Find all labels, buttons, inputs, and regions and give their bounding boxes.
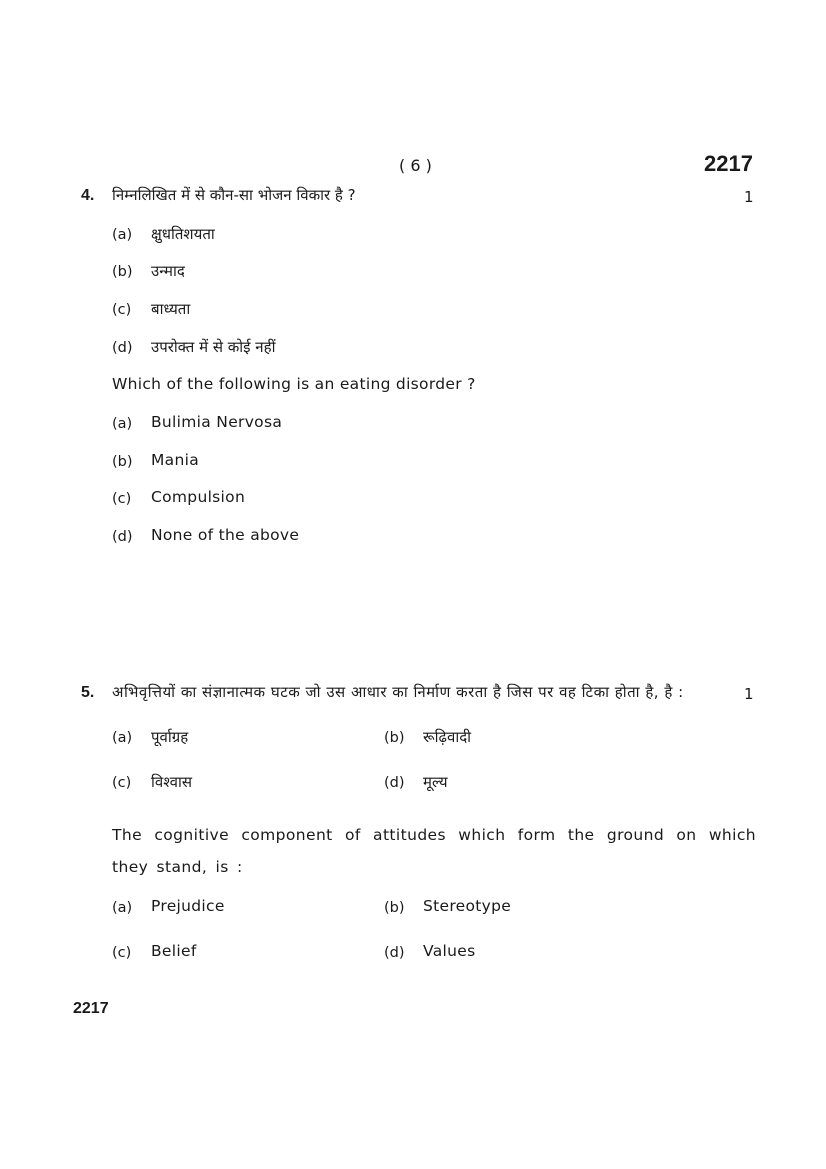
q4-hi-option-text: उन्माद	[151, 262, 185, 280]
question-5-hindi: अभिवृत्तियों का संज्ञानात्मक घटक जो उस आधार का निर्माण करता है जिस पर वह टिका होता है, है :	[112, 683, 684, 701]
q4-hi-option-label: (a)	[112, 227, 133, 243]
paper-code-footer: 2217	[73, 1000, 109, 1017]
q5-en-option-label: (d)	[384, 945, 405, 961]
q4-en-option-text: None of the above	[151, 526, 300, 544]
q4-en-option-label: (d)	[112, 529, 133, 545]
q4-hi-option-text: क्षुधतिशयता	[151, 225, 215, 243]
q5-hi-option-text: मूल्य	[423, 773, 448, 791]
q4-en-option-text: Compulsion	[151, 488, 246, 506]
q4-en-option-label: (b)	[112, 454, 133, 470]
q5-en-option-label: (a)	[112, 900, 133, 916]
q4-en-option-label: (a)	[112, 416, 133, 432]
q5-hi-option-text: रूढ़िवादी	[423, 728, 472, 746]
q5-hi-option-label: (a)	[112, 730, 133, 746]
q4-hi-option-text: बाध्यता	[151, 300, 191, 318]
q4-en-option-text: Mania	[151, 451, 199, 469]
q5-hi-option-label: (d)	[384, 775, 405, 791]
q4-hi-option-label: (c)	[112, 302, 132, 318]
q5-hi-option-text: विश्वास	[151, 773, 192, 791]
q5-en-option-label: (c)	[112, 945, 132, 961]
question-5-english: The cognitive component of attitudes which form the ground on which they stand, is :	[112, 826, 756, 876]
paper-code-header: 2217	[704, 151, 753, 176]
q5-en-option-text: Values	[423, 942, 476, 960]
question-4-marks: 1	[744, 188, 754, 206]
question-4-english: Which of the following is an eating disorder ?	[112, 375, 476, 393]
q5-en-option-label: (b)	[384, 900, 405, 916]
q5-hi-option-label: (b)	[384, 730, 405, 746]
q4-hi-option-label: (d)	[112, 340, 133, 356]
q4-hi-option-label: (b)	[112, 264, 133, 280]
q5-hi-option-label: (c)	[112, 775, 132, 791]
question-5-marks: 1	[744, 685, 754, 703]
q5-en-option-text: Belief	[151, 942, 197, 960]
page-number: ( 6 )	[399, 156, 432, 175]
question-4-number: 4.	[81, 187, 95, 204]
q4-hi-option-text: उपरोक्त में से कोई नहीं	[151, 338, 276, 356]
q5-en-option-text: Stereotype	[423, 897, 512, 915]
q5-en-option-text: Prejudice	[151, 897, 225, 915]
q4-en-option-label: (c)	[112, 491, 132, 507]
question-4-hindi: निम्नलिखित में से कौन-सा भोजन विकार है ?	[112, 186, 356, 204]
q4-en-option-text: Bulimia Nervosa	[151, 413, 283, 431]
question-5-number: 5.	[81, 684, 95, 701]
q5-hi-option-text: पूर्वाग्रह	[151, 728, 189, 746]
